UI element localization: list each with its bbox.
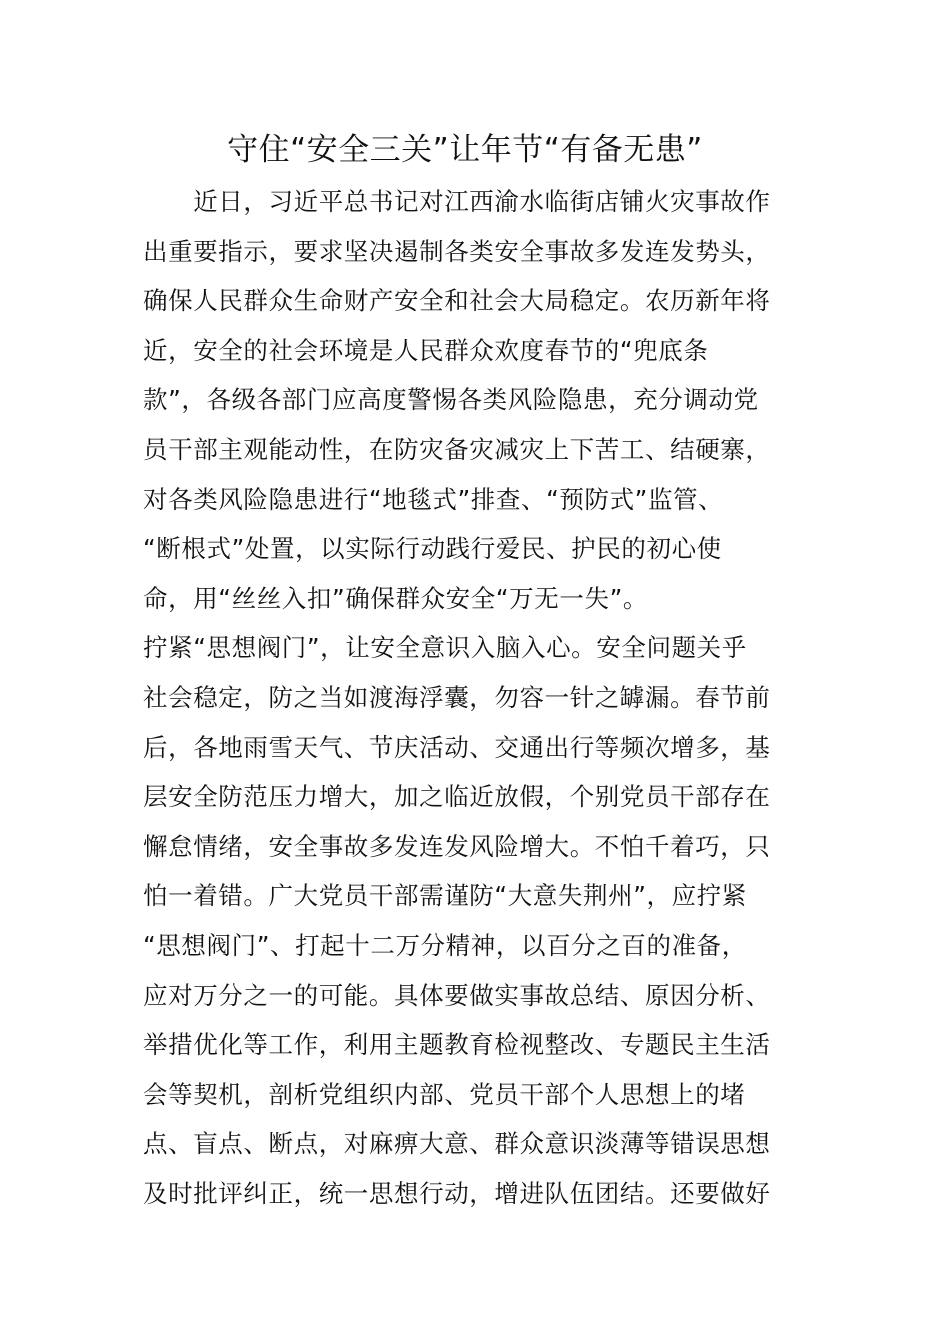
body-line: 及时批评纠正，统一思想行动，增进队伍团结。还要做好: [143, 1178, 771, 1208]
article-body: [143, 177, 811, 1218]
body-line: 社会稳定，防之当如渡海浮囊，勿容一针之罅漏。春节前: [143, 682, 771, 712]
body-line: 对各类风险隐患进行“地毯式”排查、“预防式”监管、: [143, 484, 724, 514]
body-line: 层安全防范压力增大，加之临近放假，个别党员干部存在: [143, 782, 771, 812]
body-line: 近日，习近平总书记对江西渝水临街店铺火灾事故作: [143, 187, 771, 216]
body-line: 懈怠情绪，安全事故多发连发风险增大。不怕千着巧，只: [143, 831, 771, 861]
body-line: 点、盲点、断点，对麻痹大意、群众意识淡薄等错误思想: [143, 1129, 771, 1159]
body-line: 款”，各级各部门应高度警惕各类风险隐患，充分调动党: [143, 385, 759, 415]
body-line: 应对万分之一的可能。具体要做实事故总结、原因分析、: [143, 980, 771, 1010]
body-line: 举措优化等工作，利用主题教育检视整改、专题民主生活: [143, 1030, 771, 1060]
body-line: 员干部主观能动性，在防灾备灾减灾上下苦工、结硬寨，: [143, 434, 771, 464]
body-line: 命，用“丝丝入扣”确保群众安全“万无一失”。: [143, 583, 648, 613]
body-line: “思想阀门”、打起十二万分精神，以百分之百的准备，: [143, 930, 747, 960]
body-line: 后，各地雨雪天气、节庆活动、交通出行等频次增多，基: [143, 732, 771, 762]
body-line: 怕一着错。广大党员干部需谨防“大意失荆州”，应拧紧: [143, 881, 747, 911]
article-title: 守住“安全三关”让年节“有备无患”: [227, 132, 703, 168]
body-line: 出重要指示，要求坚决遏制各类安全事故多发连发势头，: [143, 236, 771, 266]
body-line: 确保人民群众生命财产安全和社会大局稳定。农历新年将: [143, 286, 771, 316]
body-line: “断根式”处置，以实际行动践行爱民、护民的初心使: [143, 534, 722, 564]
body-line: 会等契机，剖析党组织内部、党员干部个人思想上的堵: [143, 1079, 746, 1109]
body-line: 拧紧“思想阀门”，让安全意识入脑入心。安全问题关乎: [143, 633, 747, 663]
body-line: 近，安全的社会环境是人民群众欢度春节的“兜底条: [143, 335, 709, 365]
